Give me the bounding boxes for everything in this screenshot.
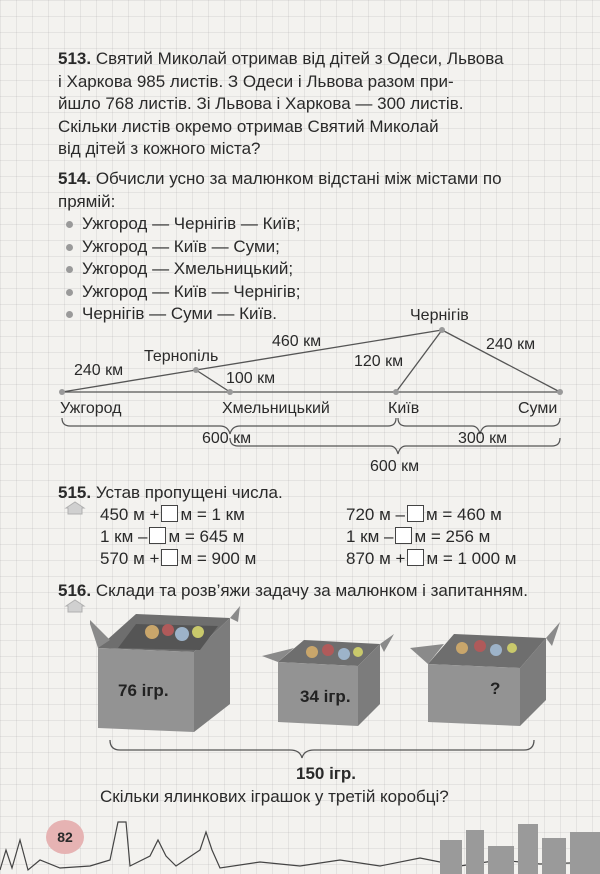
task-515-title: Устав пропущені числа. (95, 483, 283, 502)
distance-ternopil-chernihiv: 460 км (272, 333, 322, 350)
answer-box[interactable] (407, 505, 424, 522)
route-item: Ужгород — Чернігів — Київ; (64, 213, 578, 236)
equation-row (100, 526, 244, 548)
equation-left: 720 м – (346, 505, 405, 524)
equation-row (346, 504, 502, 526)
equation-left: 450 м + (100, 505, 160, 524)
city-dot (193, 367, 199, 373)
box-3-label: ? (490, 679, 501, 698)
answer-box[interactable] (161, 549, 178, 566)
answer-box[interactable] (395, 527, 412, 544)
task-513-text: Святий Миколай отримав від дітей з Одеси, Львова (95, 49, 504, 68)
city-dot (59, 389, 65, 395)
city-uzhhorod: Ужгород (60, 400, 122, 417)
route-item: Чернігів — Суми — Київ. (64, 303, 578, 326)
answer-box[interactable] (407, 549, 424, 566)
box-3 (410, 622, 560, 726)
city-dot (393, 389, 399, 395)
task-514-text-2: прямій: (58, 191, 116, 211)
equation-right: м = 460 м (425, 505, 502, 524)
task-513 (58, 48, 578, 161)
distance-khmelnytskyi-sumy: 600 км (370, 458, 420, 475)
equation-left: 1 км – (346, 527, 394, 546)
task-516 (58, 580, 578, 603)
city-ternopil: Тернопіль (144, 348, 219, 365)
equation-row (100, 504, 245, 526)
distance-kyiv-sumy: 300 км (458, 430, 508, 447)
total-brace (110, 740, 534, 758)
city-sumy: Суми (518, 400, 558, 417)
distance-chernihiv-sumy: 240 км (486, 336, 536, 353)
task-513-line-5: від дітей з кожного міста? (58, 139, 261, 158)
task-515 (58, 482, 578, 505)
page-number: 82 (46, 820, 84, 854)
equation-row (100, 548, 256, 570)
box-2-label: 34 ігр. (300, 687, 351, 706)
task-513-line-1 (58, 48, 578, 71)
equation-right: м = 1 км (180, 505, 245, 524)
task-513-line-3: йшло 768 листів. Зі Львова і Харкова — 300 листів. (58, 94, 464, 113)
city-dot (227, 389, 233, 395)
answer-box[interactable] (149, 527, 166, 544)
equation-right: м = 1 000 м (426, 549, 517, 568)
box-1 (90, 606, 240, 732)
task-516-question: Скільки ялинкових іграшок у третій коробці? (100, 787, 449, 806)
distance-ternopil-khmelnytskyi: 100 км (226, 370, 276, 387)
city-khmelnytskyi: Хмельницький (222, 400, 330, 417)
toy-boxes-illustration (90, 604, 570, 762)
city-kyiv: Київ (388, 400, 420, 417)
house-icon (64, 598, 86, 614)
equation-right: м = 645 м (168, 527, 245, 546)
route-item: Ужгород — Хмельницький; (64, 258, 578, 281)
city-dot (439, 327, 445, 333)
task-513-line-2: і Харкова 985 листів. З Одеси і Львова разом при- (58, 71, 454, 91)
city-chernihiv: Чернігів (410, 307, 469, 324)
box-2 (262, 634, 394, 726)
equation-left: 570 м + (100, 549, 160, 568)
route-item: Ужгород — Київ — Суми; (64, 236, 578, 259)
equation-right: м = 256 м (414, 527, 491, 546)
equation-left: 870 м + (346, 549, 406, 568)
task-516-number: 516. (58, 581, 92, 600)
distance-map (40, 300, 580, 480)
distance-uzhhorod-kyiv: 600 км (202, 430, 252, 447)
distance-uzhhorod-ternopil: 240 км (74, 362, 124, 379)
task-514-text: Обчисли усно за малюнком відстані між містами по (95, 169, 502, 188)
equation-left: 1 км – (100, 527, 148, 546)
equation-right: м = 900 м (180, 549, 257, 568)
brace-khmelnytskyi-sumy (230, 438, 560, 454)
route-item: Ужгород — Київ — Чернігів; (64, 281, 578, 304)
box-1-label: 76 ігр. (118, 681, 169, 700)
task-515-number: 515. (58, 483, 92, 502)
city-dot (557, 389, 563, 395)
task-514-number: 514. (58, 169, 92, 188)
equation-row (346, 548, 516, 570)
distance-kyiv-chernihiv: 120 км (354, 353, 404, 370)
task-513-number: 513. (58, 49, 92, 68)
equation-row (346, 526, 490, 548)
road-ternopil-khmelnytskyi (196, 370, 230, 392)
skyline-decoration (0, 810, 600, 874)
house-icon (64, 500, 86, 516)
task-516-title: Склади та розв’яжи задачу за малюнком і запитанням. (95, 581, 529, 600)
task-513-line-4: Скільки листів окремо отримав Святий Миколай (58, 116, 439, 136)
answer-box[interactable] (161, 505, 178, 522)
total-toys: 150 ігр. (296, 764, 356, 783)
